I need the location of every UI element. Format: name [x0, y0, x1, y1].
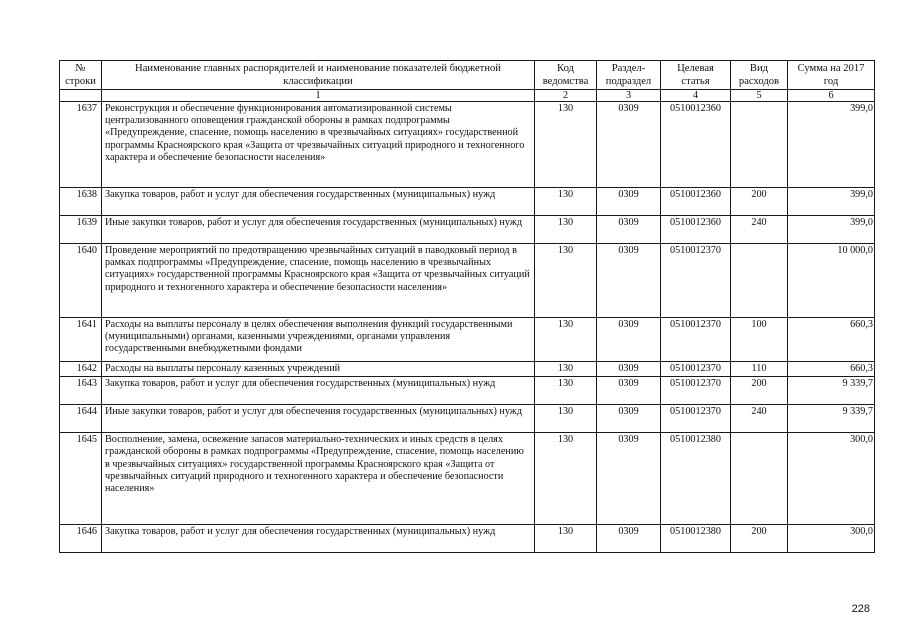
row-expense-kind: 100: [731, 318, 788, 362]
row-target-article: 0510012370: [661, 244, 731, 318]
row-target-article: 0510012370: [661, 362, 731, 377]
row-name: Закупка товаров, работ и услуг для обеспечения государственных (муниципальных) нужд: [102, 377, 535, 405]
row-section: 0309: [597, 188, 661, 216]
row-sum: 399,0: [788, 188, 875, 216]
row-name: Расходы на выплаты персоналу казенных учреждений: [102, 362, 535, 377]
row-section: 0309: [597, 377, 661, 405]
column-index-cell: 5: [731, 90, 788, 102]
header-row-number: № строки: [60, 61, 102, 90]
row-sum: 300,0: [788, 525, 875, 553]
column-index-cell: 4: [661, 90, 731, 102]
row-number: 1644: [60, 405, 102, 433]
row-expense-kind: 240: [731, 216, 788, 244]
row-name: Восполнение, замена, освежение запасов материально-технических и иных средств в целях гражданской обороны в рамках подпрограммы «Предупреждение, спасение, помощь населению в чрезвычайных ситуациях» государственной программы Красноярского края «Защита от чрезвычайных ситуаций природного и техногенного характера и обеспечение безопасности населения»: [102, 433, 535, 525]
column-index-cell: 3: [597, 90, 661, 102]
row-department-code: 130: [535, 102, 597, 188]
row-target-article: 0510012370: [661, 377, 731, 405]
table-row: [60, 216, 875, 244]
table-row: [60, 525, 875, 553]
row-section: 0309: [597, 362, 661, 377]
row-department-code: 130: [535, 362, 597, 377]
row-department-code: 130: [535, 188, 597, 216]
row-name: Реконструкция и обеспечение функционирования автоматизированной системы централизованного оповещения гражданской обороны в рамках подпрограммы «Предупреждение, спасение, помощь населению в чрезвычайных ситуациях» государственной программы Красноярского края «Защита от чрезвычайных ситуаций природного и техногенного характера и обеспечение безопасности населения»: [102, 102, 535, 188]
row-expense-kind: [731, 244, 788, 318]
table-row: [60, 318, 875, 362]
table-row: [60, 188, 875, 216]
header-department-code: Код ведомства: [535, 61, 597, 90]
row-sum: 10 000,0: [788, 244, 875, 318]
table-row: [60, 362, 875, 377]
row-section: 0309: [597, 102, 661, 188]
row-expense-kind: 110: [731, 362, 788, 377]
row-target-article: 0510012360: [661, 102, 731, 188]
row-sum: 660,3: [788, 362, 875, 377]
row-name: Закупка товаров, работ и услуг для обеспечения государственных (муниципальных) нужд: [102, 188, 535, 216]
row-sum: 660,3: [788, 318, 875, 362]
row-number: 1639: [60, 216, 102, 244]
header-expense-kind: Вид расходов: [731, 61, 788, 90]
row-target-article: 0510012370: [661, 405, 731, 433]
row-expense-kind: 200: [731, 525, 788, 553]
row-department-code: 130: [535, 216, 597, 244]
row-sum: 399,0: [788, 102, 875, 188]
column-index-cell: 6: [788, 90, 875, 102]
table-row: [60, 377, 875, 405]
row-number: 1640: [60, 244, 102, 318]
header-section: Раздел-подраздел: [597, 61, 661, 90]
row-number: 1646: [60, 525, 102, 553]
budget-table: [59, 60, 875, 553]
row-section: 0309: [597, 405, 661, 433]
row-sum: 9 339,7: [788, 377, 875, 405]
row-target-article: 0510012370: [661, 318, 731, 362]
row-section: 0309: [597, 216, 661, 244]
row-target-article: 0510012380: [661, 433, 731, 525]
row-name: Расходы на выплаты персоналу в целях обеспечения выполнения функций государственными (муниципальными) органами, казенными учреждениями, органами управления государственными внебюджетными фондами: [102, 318, 535, 362]
row-department-code: 130: [535, 433, 597, 525]
row-section: 0309: [597, 525, 661, 553]
row-department-code: 130: [535, 244, 597, 318]
row-department-code: 130: [535, 405, 597, 433]
row-name: Закупка товаров, работ и услуг для обеспечения государственных (муниципальных) нужд: [102, 525, 535, 553]
header-target-article: Целевая статья: [661, 61, 731, 90]
row-number: 1638: [60, 188, 102, 216]
row-name: Иные закупки товаров, работ и услуг для обеспечения государственных (муниципальных) нужд: [102, 216, 535, 244]
row-department-code: 130: [535, 525, 597, 553]
table-row: [60, 405, 875, 433]
row-section: 0309: [597, 318, 661, 362]
row-expense-kind: 200: [731, 377, 788, 405]
row-sum: 300,0: [788, 433, 875, 525]
row-target-article: 0510012380: [661, 525, 731, 553]
row-number: 1641: [60, 318, 102, 362]
column-index-cell: 1: [102, 90, 535, 102]
row-name: Иные закупки товаров, работ и услуг для обеспечения государственных (муниципальных) нужд: [102, 405, 535, 433]
page-number: 228: [851, 603, 870, 615]
row-number: 1643: [60, 377, 102, 405]
table-row: [60, 244, 875, 318]
row-sum: 9 339,7: [788, 405, 875, 433]
row-number: 1645: [60, 433, 102, 525]
row-number: 1642: [60, 362, 102, 377]
column-index-row: [60, 90, 875, 102]
row-name: Проведение мероприятий по предотвращению чрезвычайных ситуаций в паводковый период в рамках подпрограммы «Предупреждение, спасение, помощь населению в чрезвычайных ситуациях» государственной программы Красноярского края «Защита от чрезвычайных ситуаций природного и техногенного характера и обеспечение безопасности населения»: [102, 244, 535, 318]
column-index-cell: 2: [535, 90, 597, 102]
row-section: 0309: [597, 244, 661, 318]
row-expense-kind: 240: [731, 405, 788, 433]
table-row: [60, 433, 875, 525]
row-number: 1637: [60, 102, 102, 188]
column-index-cell: [60, 90, 102, 102]
row-target-article: 0510012360: [661, 216, 731, 244]
row-expense-kind: [731, 433, 788, 525]
table-header-row: [60, 61, 875, 90]
row-department-code: 130: [535, 318, 597, 362]
row-expense-kind: 200: [731, 188, 788, 216]
row-department-code: 130: [535, 377, 597, 405]
header-sum: Сумма на 2017 год: [788, 61, 875, 90]
row-section: 0309: [597, 433, 661, 525]
row-sum: 399,0: [788, 216, 875, 244]
header-name: Наименование главных распорядителей и наименование показателей бюджетной классификации: [102, 61, 535, 90]
table-row: [60, 102, 875, 188]
row-expense-kind: [731, 102, 788, 188]
row-target-article: 0510012360: [661, 188, 731, 216]
